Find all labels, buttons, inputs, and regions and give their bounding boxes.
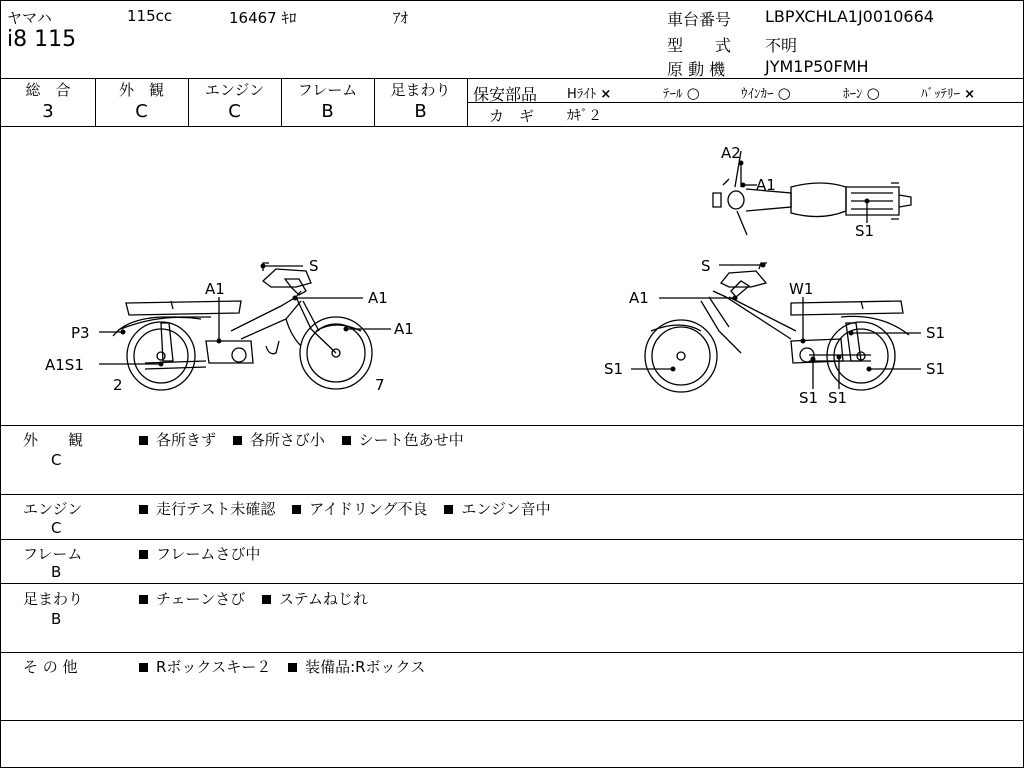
key-value: ｶｷﾞ２	[567, 108, 602, 124]
grade-value: B	[414, 101, 427, 122]
grade-value: C	[135, 101, 148, 122]
security-item-mark: ○	[777, 84, 791, 102]
damage-mark: S1	[926, 324, 946, 342]
divider	[1, 583, 1023, 584]
note-grade: B	[51, 563, 62, 581]
note-grade: C	[51, 519, 62, 537]
note-items	[139, 498, 551, 519]
note-label: エンジン	[23, 500, 83, 518]
security-item-name: ｳｲﾝｶｰ	[741, 87, 774, 102]
divider	[1, 539, 1023, 540]
type-value: 不明	[765, 36, 798, 55]
security-item-mark: ○	[686, 84, 700, 102]
note-item: 走行テスト未確認	[156, 500, 276, 518]
damage-mark: S1	[799, 389, 819, 407]
grade-label: 足まわり	[390, 81, 451, 99]
grade-label: フレーム	[297, 81, 358, 99]
damage-mark: A1	[368, 289, 388, 307]
note-grade: B	[51, 610, 62, 628]
note-items	[139, 588, 368, 609]
damage-mark: P3	[71, 324, 90, 342]
damage-mark: S	[701, 257, 711, 275]
note-item: 装備品:Rボックス	[305, 658, 426, 676]
divider	[1, 494, 1023, 495]
note-label: 足まわり	[23, 590, 84, 608]
damage-mark: 2	[113, 376, 123, 394]
security-parts-label: 保安部品	[473, 85, 538, 104]
damage-mark: A1S1	[45, 356, 84, 374]
note-item: アイドリング不良	[309, 500, 428, 518]
grade-value: B	[321, 101, 334, 122]
grade-label: 総 合	[25, 81, 71, 99]
note-item: フレームさび中	[156, 545, 261, 563]
damage-mark: A1	[756, 176, 776, 194]
security-item-name: Hﾗｲﾄ	[567, 87, 597, 102]
divider	[1, 425, 1023, 426]
note-item: Rボックスキー２	[156, 658, 272, 676]
frame-number-label: 車台番号	[667, 10, 732, 29]
security-item-name: ﾎｰﾝ	[843, 87, 863, 102]
damage-mark: A2	[721, 144, 741, 162]
type-label: 型 式	[667, 36, 732, 55]
security-item-mark: ×	[964, 87, 976, 102]
grade-value: C	[228, 101, 241, 122]
note-items	[139, 543, 260, 564]
damage-mark: A1	[629, 289, 649, 307]
security-item-mark: ○	[866, 84, 880, 102]
note-item: エンジン音中	[461, 500, 551, 518]
key-label: カ ギ	[489, 107, 535, 125]
grade-label: 外 観	[118, 81, 164, 99]
motorcycle-left-side-icon	[113, 263, 372, 390]
damage-mark: S1	[604, 360, 624, 378]
damage-mark: S1	[855, 222, 875, 240]
maker-name: ヤマハ	[7, 9, 52, 27]
note-items	[139, 656, 425, 677]
note-item: シート色あせ中	[358, 431, 464, 449]
grade-value: 3	[42, 101, 54, 122]
damage-mark: A1	[394, 320, 414, 338]
engine-model-value: JYM1P50FMH	[765, 57, 869, 76]
note-item: 各所きず	[156, 431, 217, 449]
damage-mark: W1	[789, 280, 814, 298]
color: ｱｵ	[393, 9, 409, 27]
security-item-name: ﾊﾞｯﾃﾘｰ	[921, 87, 960, 102]
engine-model-label: 原 動 機	[667, 60, 726, 79]
note-grade: C	[51, 451, 62, 469]
note-item: ステムねじれ	[279, 590, 368, 608]
note-items	[139, 429, 464, 450]
displacement: 115cc	[127, 7, 173, 25]
note-label: フレーム	[23, 545, 83, 563]
damage-diagram	[1, 1, 1023, 425]
damage-mark: A1	[205, 280, 225, 298]
security-item-mark: ×	[600, 87, 612, 102]
note-label: そ の 他	[23, 658, 78, 676]
divider	[1, 652, 1023, 653]
divider	[1, 720, 1023, 721]
security-item-name: ﾃｰﾙ	[663, 87, 683, 102]
damage-mark: 7	[375, 376, 385, 394]
grade-label: エンジン	[204, 81, 265, 99]
note-item: 各所さび小	[249, 431, 325, 449]
model-name: i8 115	[7, 27, 77, 52]
frame-number-value: LBPXCHLA1J0010664	[765, 7, 934, 26]
damage-mark: S1	[926, 360, 946, 378]
motorcycle-right-side-icon	[645, 263, 909, 392]
damage-mark: S	[309, 257, 319, 275]
note-item: チェーンさび	[156, 590, 246, 608]
mileage: 16467 ｷﾛ	[229, 9, 297, 27]
damage-mark: S1	[828, 389, 848, 407]
note-label: 外 観	[23, 431, 84, 449]
